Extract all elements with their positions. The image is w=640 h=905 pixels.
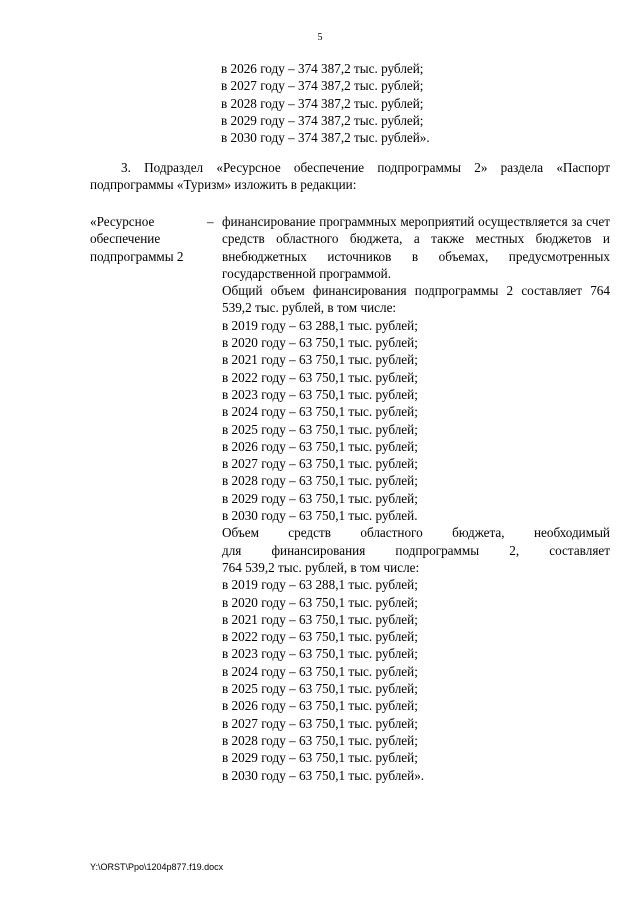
list-item: в 2025 году – 63 750,1 тыс. рублей; (222, 681, 418, 697)
list-item: в 2029 году – 374 387,2 тыс. рублей; (221, 112, 424, 128)
list-item: в 2022 году – 63 750,1 тыс. рублей; (222, 369, 418, 385)
list-item: в 2027 году – 63 750,1 тыс. рублей; (222, 456, 418, 472)
list-item: в 2020 году – 63 750,1 тыс. рублей; (222, 594, 418, 610)
list-item: в 2021 году – 63 750,1 тыс. рублей; (222, 611, 418, 627)
list-item: в 2025 году – 63 750,1 тыс. рублей; (222, 421, 418, 437)
regional-budget-line: Объем средств областного бюджета, необходимый (222, 525, 610, 541)
regional-years-list (222, 576, 610, 784)
list-item: в 2024 году – 63 750,1 тыс. рублей; (222, 404, 418, 420)
list-item: в 2024 году – 63 750,1 тыс. рублей; (222, 663, 418, 679)
list-item: в 2030 году – 63 750,1 тыс. рублей». (222, 767, 425, 783)
list-item: в 2029 году – 63 750,1 тыс. рублей; (222, 750, 418, 766)
total-years-list (222, 317, 610, 525)
section-content (222, 213, 610, 784)
label-line: «Ресурсное (90, 214, 155, 229)
regional-budget-line: для финансирования подпрограммы 2, составляет (222, 542, 610, 558)
footer-file-path: Y:\ORST\Ppo\1204p877.f19.docx (90, 862, 224, 872)
list-item: в 2019 году – 63 288,1 тыс. рублей; (222, 317, 418, 333)
label-line: подпрограммы 2 (90, 248, 184, 264)
funding-paragraph: финансирование программных мероприятий осуществляется за счет средств областного бюджета, а также местных бюджетов и внебюджетных источников в объемах, предусмотренных государственной программой. (222, 214, 610, 281)
page-number: 5 (317, 32, 323, 43)
list-item: в 2021 году – 63 750,1 тыс. рублей; (222, 352, 418, 368)
list-item: в 2028 году – 63 750,1 тыс. рублей; (222, 473, 418, 489)
list-item: в 2026 году – 63 750,1 тыс. рублей; (222, 698, 418, 714)
list-item: в 2028 году – 374 387,2 тыс. рублей; (221, 95, 424, 111)
list-item: в 2019 году – 63 288,1 тыс. рублей; (222, 577, 418, 593)
label-line: обеспечение (90, 231, 161, 247)
regional-budget-line: 764 539,2 тыс. рублей, в том числе: (222, 559, 420, 575)
top-year-list (221, 60, 430, 146)
total-paragraph: Общий объем финансирования подпрограммы 2 составляет 764 539,2 тыс. рублей, в том числе: (222, 283, 610, 316)
label-dash: – (207, 214, 214, 229)
list-item: в 2022 году – 63 750,1 тыс. рублей; (222, 629, 418, 645)
list-item: в 2028 году – 63 750,1 тыс. рублей; (222, 732, 418, 748)
intro-paragraph (90, 159, 610, 194)
list-item: в 2026 году – 63 750,1 тыс. рублей; (222, 438, 418, 454)
list-item: в 2023 году – 63 750,1 тыс. рублей; (222, 646, 418, 662)
intro-text: 3. Подраздел «Ресурсное обеспечение подпрограммы 2» раздела «Паспорт подпрограммы «Туризм» изложить в редакции: (90, 160, 610, 193)
list-item: в 2030 году – 63 750,1 тыс. рублей. (222, 508, 418, 524)
list-item: в 2029 году – 63 750,1 тыс. рублей; (222, 490, 418, 506)
list-item: в 2026 году – 374 387,2 тыс. рублей; (221, 61, 424, 76)
list-item: в 2023 году – 63 750,1 тыс. рублей; (222, 386, 418, 402)
section-label (90, 213, 210, 265)
list-item: в 2030 году – 374 387,2 тыс. рублей». (221, 130, 430, 146)
list-item: в 2027 году – 63 750,1 тыс. рублей; (222, 715, 418, 731)
list-item: в 2020 году – 63 750,1 тыс. рублей; (222, 335, 418, 351)
list-item: в 2027 году – 374 387,2 тыс. рублей; (221, 78, 424, 94)
